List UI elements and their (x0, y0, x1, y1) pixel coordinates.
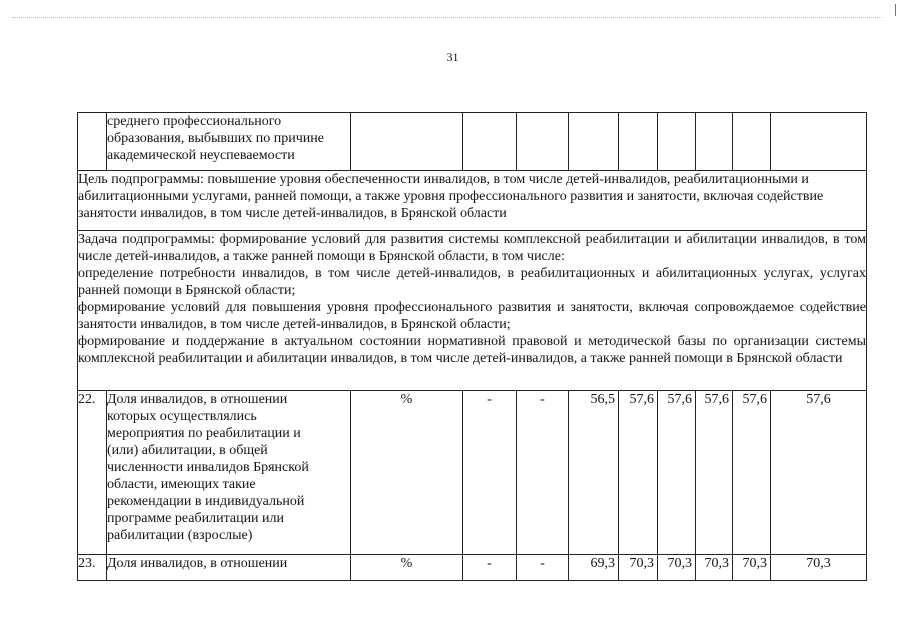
task-row (78, 231, 867, 391)
indicator-name-cell: среднего профессионального образования, выбывших по причине академической неуспеваемости (107, 113, 351, 171)
task-paragraph: Задача подпрограммы: формирование условий для развития системы комплексной реабилитации и абилитации инвалидов, в том числе детей-инвалидов, а также ранней помощи в Брянской области, в том числе: (78, 232, 866, 264)
indicator-name: Доля инвалидов, в отношении которых осуществлялись мероприятия по реабилитации и (или) абилитации, в общей численности инвалидов Брянской области, имеющих такие рекомендации в индивидуальной программе реабилитации или рабилитации (взрослые) (107, 391, 351, 555)
table-row (78, 391, 867, 555)
table-row (78, 113, 867, 171)
value-cell: - (463, 555, 517, 581)
unit-cell (351, 113, 463, 171)
goal-row (78, 171, 867, 231)
value-cell: 57,6 (696, 391, 733, 555)
value-cell: - (517, 391, 569, 555)
indicators-table (77, 112, 867, 581)
page-number: 31 (446, 50, 459, 64)
row-number-cell (78, 113, 107, 171)
table-row (78, 555, 867, 581)
task-paragraph: определение потребности инвалидов, в том числе детей-инвалидов, в реабилитационных и абилитационных услугах, услугах ранней помощи в Брянской области; (78, 266, 866, 298)
value-cell: 70,3 (658, 555, 696, 581)
scan-artifact-line (12, 17, 882, 18)
value-cell: 70,3 (619, 555, 658, 581)
value-cell (658, 113, 696, 171)
task-paragraph: формирование и поддержание в актуальном состоянии нормативной правовой и методической базы по организации системы комплексной реабилитации и абилитации инвалидов, в том числе детей-инвалидов, а также ранней помощи в Брянской области (78, 334, 866, 366)
task-text (78, 231, 867, 391)
value-cell: - (463, 391, 517, 555)
value-cell (733, 113, 771, 171)
value-cell: 70,3 (771, 555, 867, 581)
value-cell (696, 113, 733, 171)
goal-text: Цель подпрограммы: повышение уровня обеспеченности инвалидов, в том числе детей-инвалидов, реабилитационными и абилитационными услугами, ранней помощи, а также уровня профессионального развития и занятости, включая содействие занятости инвалидов, в том числе детей-инвалидов, в Брянской области (78, 171, 867, 231)
indicator-name: Доля инвалидов, в отношении (107, 555, 351, 581)
value-cell: 70,3 (733, 555, 771, 581)
value-cell (517, 113, 569, 171)
scan-edge-mark (895, 4, 896, 16)
value-cell: 57,6 (619, 391, 658, 555)
value-cell: - (517, 555, 569, 581)
value-cell: 57,6 (658, 391, 696, 555)
value-cell (569, 113, 619, 171)
row-number: 23. (78, 555, 107, 581)
row-number: 22. (78, 391, 107, 555)
unit: % (351, 555, 463, 581)
value-cell: 69,3 (569, 555, 619, 581)
value-cell: 57,6 (733, 391, 771, 555)
value-cell: 56,5 (569, 391, 619, 555)
unit: % (351, 391, 463, 555)
value-cell: 70,3 (696, 555, 733, 581)
value-cell: 57,6 (771, 391, 867, 555)
value-cell (463, 113, 517, 171)
value-cell (619, 113, 658, 171)
value-cell (771, 113, 867, 171)
task-paragraph: формирование условий для повышения уровня профессионального развития и занятости, включая сопровождаемое содействие занятости инвалидов, в том числе детей-инвалидов, в Брянской области; (78, 300, 866, 332)
